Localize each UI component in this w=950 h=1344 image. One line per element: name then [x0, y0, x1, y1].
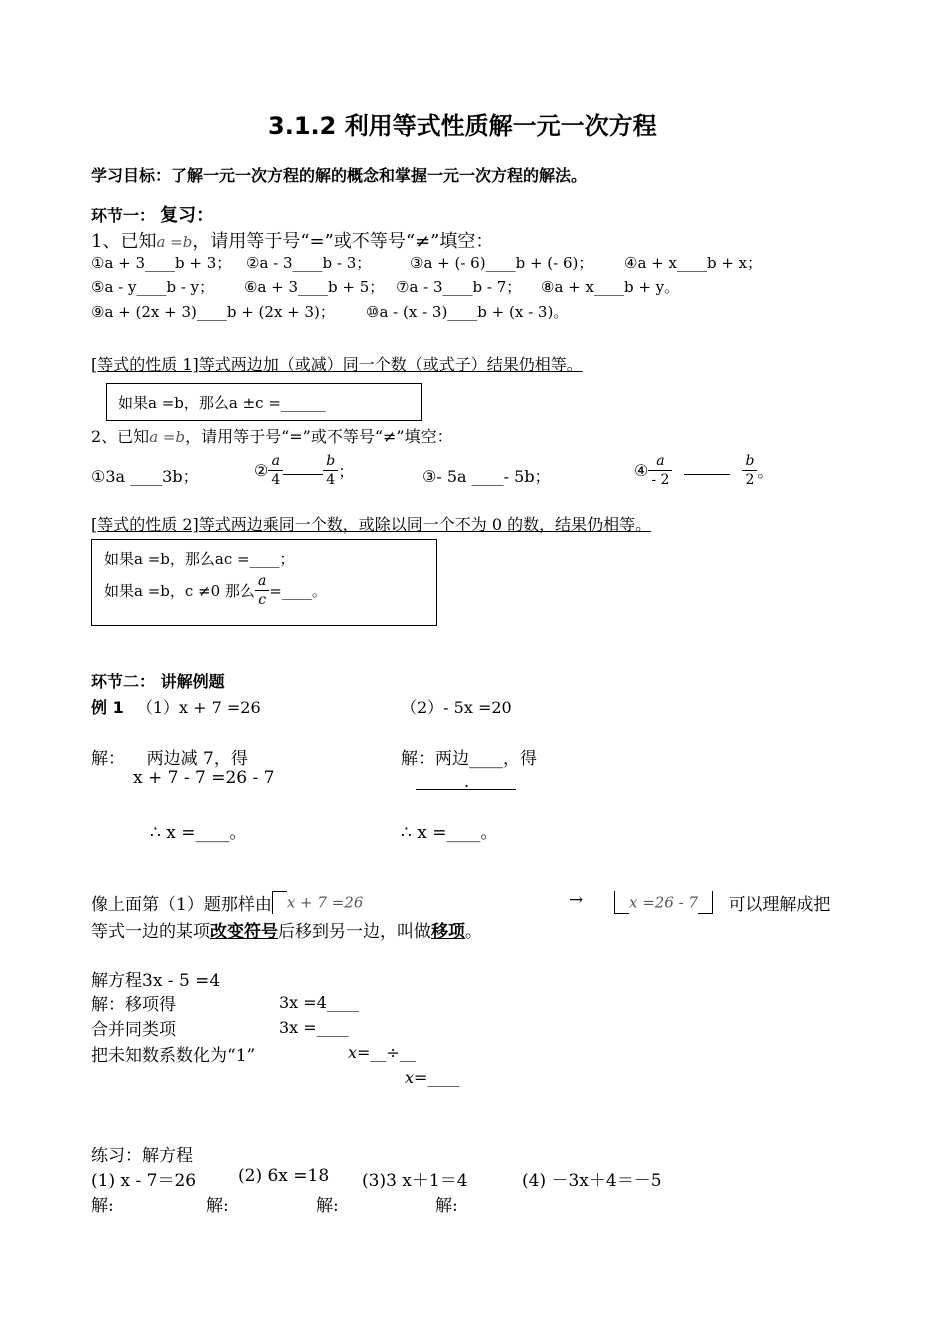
solve-result: x=____ [405, 1068, 460, 1087]
q1-row2-item2: ⑥a + 3____b + 5； [244, 278, 385, 296]
transpose-text-a: 像上面第（1）题那样由 [91, 895, 272, 915]
q1-row3-item2: ⑩a - (x - 3)____b + (x - 3)。 [366, 303, 569, 321]
learning-objective: 学习目标：了解一元一次方程的解的概念和掌握一元一次方程的解法。 [91, 166, 588, 185]
solve-title: 解方程3x - 5 =4 [91, 971, 221, 991]
fraction-numerator: a [268, 452, 283, 471]
q2-item2-tail: ； [338, 462, 355, 481]
answer-blank[interactable] [283, 458, 323, 475]
transpose-text-b: 可以理解成把 [728, 895, 831, 915]
transpose-line2 [91, 917, 482, 942]
fraction [255, 572, 269, 609]
property2-line2 [104, 572, 327, 609]
bracket-icon [698, 891, 713, 914]
section2-label: 环节二： [91, 672, 156, 691]
q2-item4-mark: ④ [634, 461, 649, 480]
solve-step1-eq: 3x =4____ [279, 993, 359, 1012]
q1-row1-item3: ③a + (- 6)____b + (- 6)； [410, 254, 594, 272]
solution1-step2: x + 7 - 7 =26 - 7 [133, 768, 275, 788]
transpose-equation-1: x + 7 =26 [286, 893, 364, 912]
section1-label: 环节一： [91, 206, 156, 225]
fraction-numerator: b [742, 452, 757, 471]
property1-box-text: 如果a =b，那么a ±c =______ [118, 394, 326, 412]
fraction-numerator: b [323, 452, 338, 471]
practice-item-3: (3)3 x＋1＝4 [362, 1171, 468, 1191]
q2-text: ，请用等于号“=”或不等号“≠”填空： [185, 427, 453, 446]
solve-step2-label: 合并同类项 [91, 1020, 176, 1040]
fraction-denominator: 2 [745, 472, 755, 488]
term-transposition: 移项 [431, 922, 465, 942]
question1-prompt [91, 227, 493, 253]
section2-header [91, 669, 225, 692]
fraction [742, 452, 757, 489]
example1-line [91, 695, 261, 718]
solution2-step2: . [464, 772, 470, 791]
q2-item1: ①3a ____3b； [91, 467, 199, 486]
practice-item-2: (2) 6x =18 [238, 1166, 330, 1186]
q2-item3: ③- 5a ____- 5b； [422, 467, 551, 486]
page-title: 3.1.2 利用等式性质解一元一次方程 [268, 112, 657, 140]
example1-label: 例 1 [91, 698, 124, 717]
fraction-denominator: - 2 [651, 472, 670, 488]
q1-row1-item2: ②a - 3____b - 3； [246, 254, 372, 272]
q1-row3-item1: ⑨a + (2x + 3)____b + (2x + 3)； [91, 303, 335, 321]
q1-row2-item1: ⑤a - y____b - y； [91, 278, 215, 296]
solve-step1-label: 解：移项得 [91, 995, 176, 1015]
practice-item-1: (1) x - 7＝26 [91, 1171, 197, 1191]
q2-item2 [254, 452, 354, 489]
solution1-result: ∴ x =____。 [150, 823, 247, 843]
q2-item4 [634, 452, 773, 489]
q2-item2-mark: ② [254, 461, 269, 480]
practice-solution-3: 解: [316, 1196, 339, 1216]
arrow-icon: → [569, 890, 584, 910]
property2-line2-post: =____。 [269, 582, 327, 600]
q2-prefix: 2、已知 [91, 427, 150, 446]
q1-row2-item4: ⑧a + x____b + y。 [541, 278, 680, 296]
fraction [648, 452, 672, 489]
fraction [268, 452, 283, 489]
equation-property-1: [等式的性质 1]等式两边加（或减）同一个数（或式子）结果仍相等。 [91, 355, 583, 374]
q1-row1-item4: ④a + x____b + x； [624, 254, 763, 272]
section1-heading: 复习： [160, 205, 215, 226]
example1-problem2: （2）- 5x =20 [401, 698, 512, 717]
practice-item-4: (4) －3x＋4＝－5 [522, 1171, 662, 1191]
q1-text: ，请用等于号“=”或不等号“≠”填空： [192, 231, 494, 252]
answer-blank[interactable] [684, 458, 730, 475]
q1-condition: a =b [156, 233, 193, 251]
solve-step3-eq: x=__÷__ [348, 1043, 416, 1062]
section2-heading: 讲解例题 [160, 672, 225, 691]
q1-row1-item1: ①a + 3____b + 3； [91, 254, 232, 272]
q1-row2-item3: ⑦a - 3____b - 7； [396, 278, 522, 296]
practice-solution-2: 解: [206, 1196, 229, 1216]
fraction-numerator: a [255, 572, 269, 591]
property2-line2-pre: 如果a =b，c ≠0 那么 [104, 582, 255, 600]
transpose-text-c: 等式一边的某项 [91, 922, 210, 942]
transpose-line1-right [614, 890, 830, 915]
q2-item4-tail: 。 [757, 462, 774, 481]
practice-solution-1: 解: [91, 1196, 114, 1216]
solution2-step1: 解：两边____，得 [401, 749, 537, 769]
solution2-result: ∴ x =____。 [401, 823, 498, 843]
transpose-text-e: 。 [465, 922, 482, 942]
section1-header [91, 201, 214, 227]
equation-property-2: [等式的性质 2]等式两边乘同一个数，或除以同一个不为 0 的数，结果仍相等。 [91, 515, 652, 534]
q1-prefix: 1、已知 [91, 231, 157, 252]
transpose-line1 [91, 890, 363, 915]
transpose-text-d: 后移到另一边，叫做 [278, 922, 431, 942]
practice-solution-4: 解: [435, 1196, 458, 1216]
transpose-equation-2: x =26 - 7 [629, 893, 699, 912]
property2-line1: 如果a =b，那么ac =____； [104, 550, 295, 568]
example1-problem1: （1）x + 7 =26 [136, 698, 261, 717]
fraction-denominator: 4 [326, 472, 336, 488]
question2-prompt [91, 424, 453, 447]
solution1-step1: 解： 两边减 7，得 [91, 749, 248, 769]
fraction [323, 452, 338, 489]
solve-step2-eq: 3x =____ [279, 1018, 349, 1037]
bracket-icon [272, 891, 287, 914]
fraction-denominator: 4 [271, 472, 281, 488]
term-change-sign: 改变符号 [210, 922, 278, 942]
fraction-numerator: a [648, 452, 672, 471]
fraction-denominator: c [258, 592, 267, 608]
practice-title: 练习：解方程 [91, 1146, 193, 1166]
solve-step3-label: 把未知数系数化为“1” [91, 1046, 256, 1066]
bracket-icon [614, 891, 629, 914]
q2-condition: a =b [149, 428, 186, 446]
